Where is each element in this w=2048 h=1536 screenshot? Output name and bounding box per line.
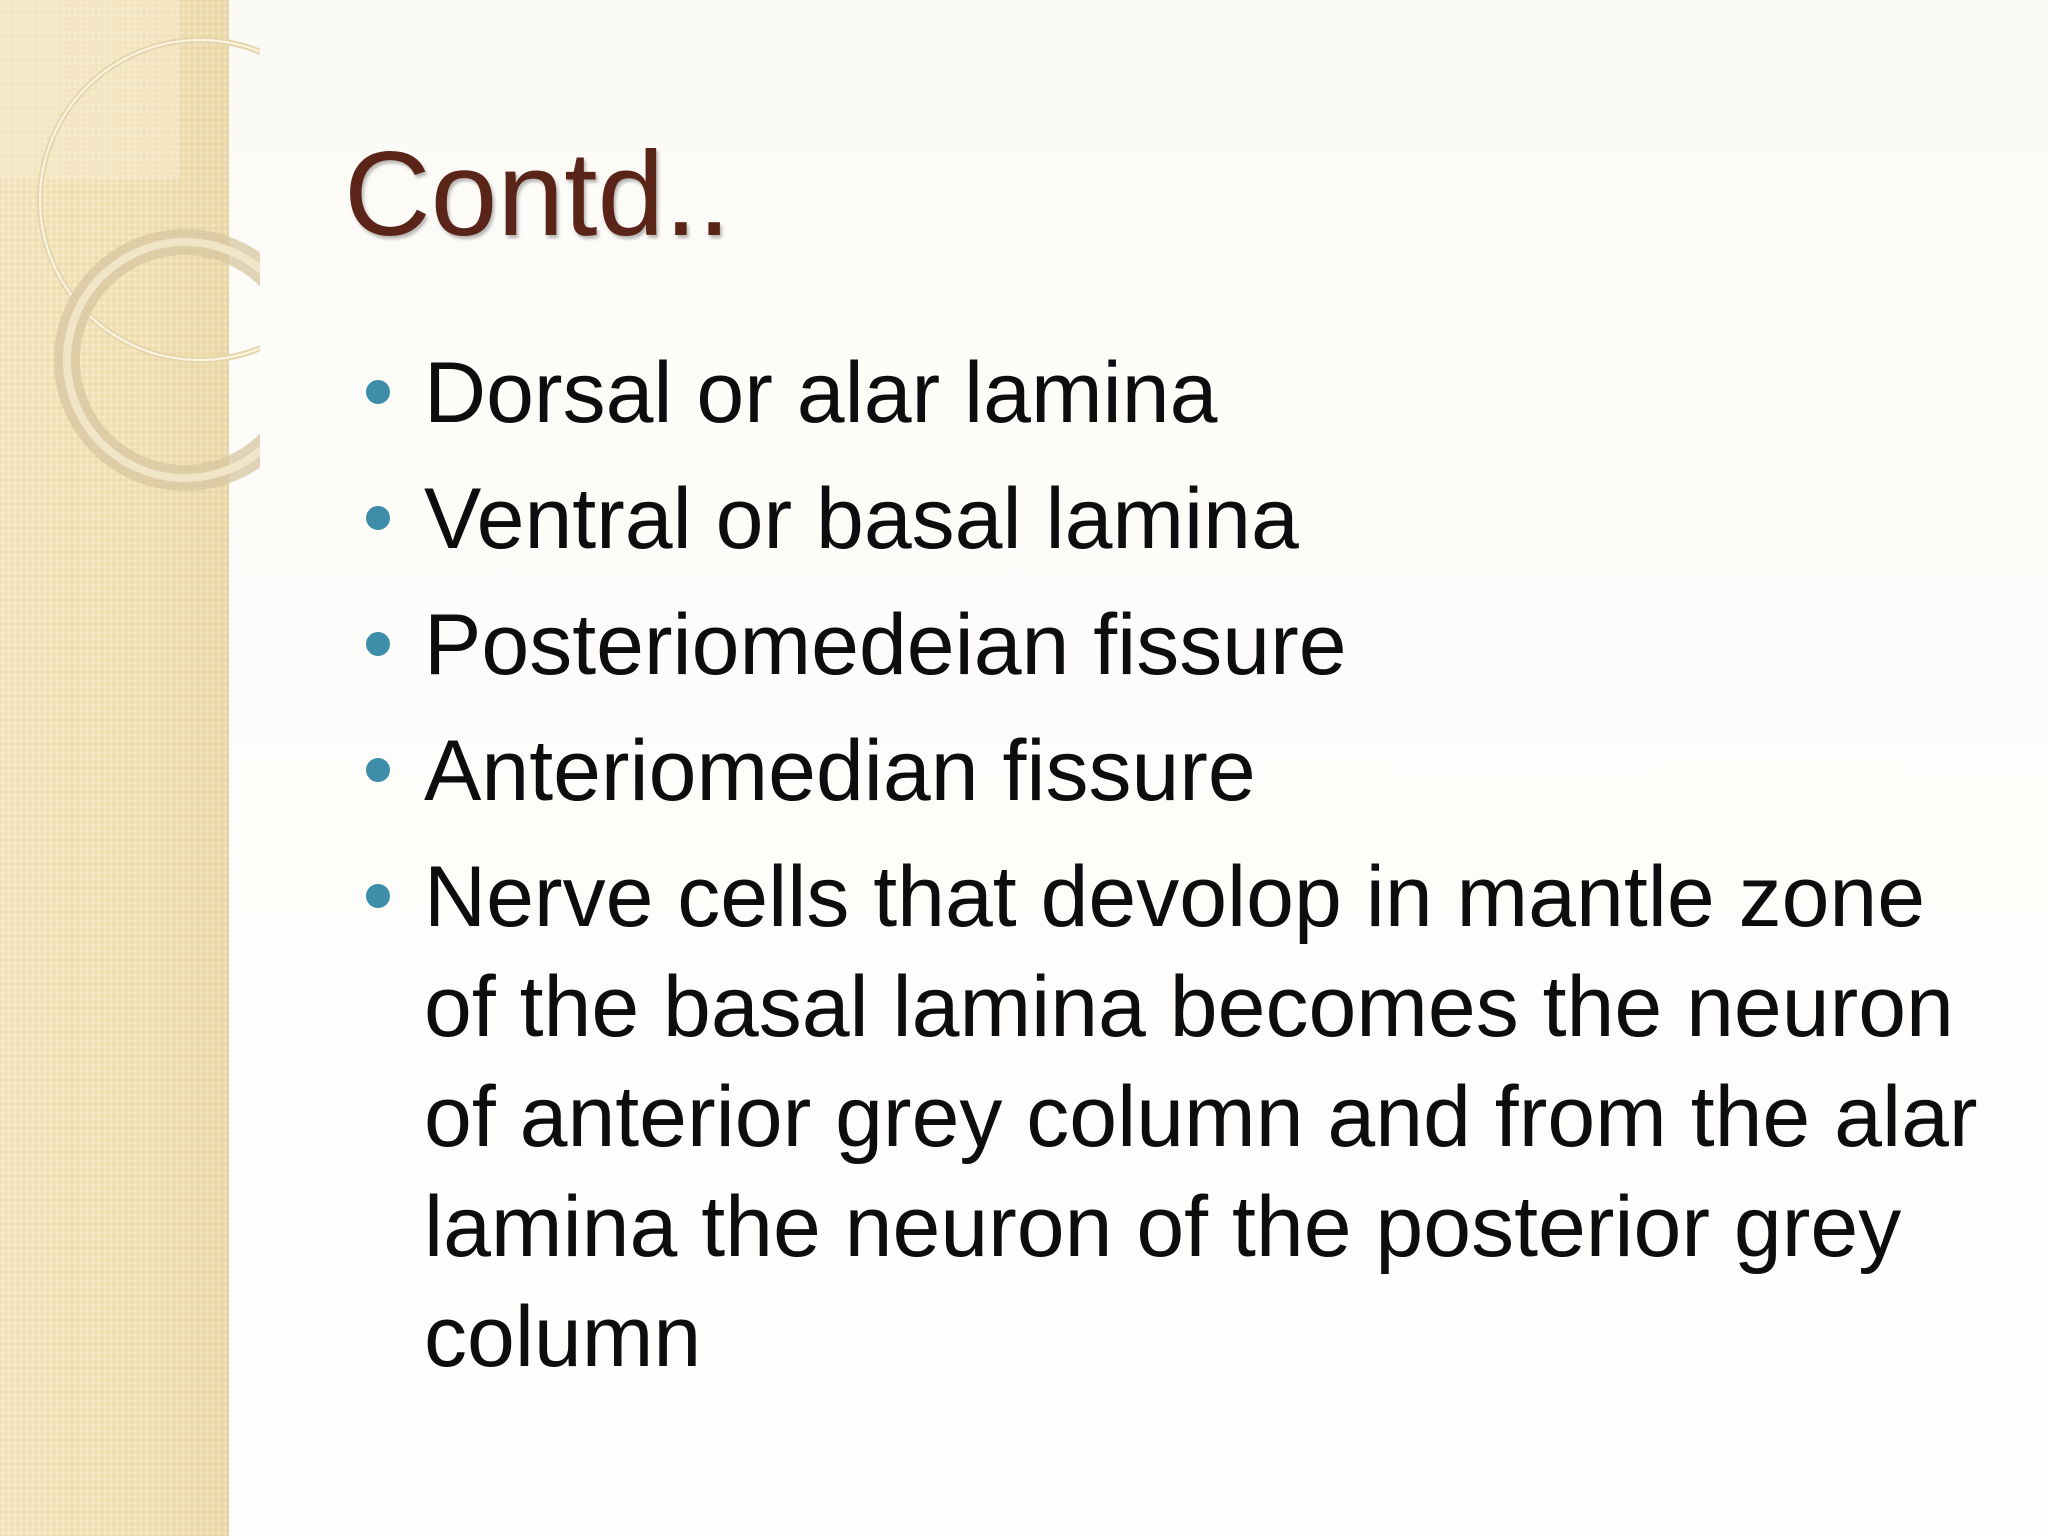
- bullet-item-ventral: [364, 464, 2004, 574]
- bullet-item-nerve-cells: [364, 842, 2004, 1392]
- bullet-item-dorsal: [364, 338, 2004, 448]
- bullet-text: Dorsal or alar lamina: [424, 345, 1218, 441]
- bullet-dot-icon: [366, 758, 390, 782]
- decorative-rings: [0, 0, 260, 520]
- bullet-text: Ventral or basal lamina: [424, 471, 1299, 567]
- bullet-item-posteriomedeian: [364, 590, 2004, 700]
- corner-panel: [0, 0, 180, 180]
- bullet-dot-icon: [366, 632, 390, 656]
- slide-title: Contd..: [344, 127, 731, 261]
- bullet-dot-icon: [366, 884, 390, 908]
- bullet-text: Posteriomedeian fissure: [424, 597, 1347, 693]
- bullet-dot-icon: [366, 380, 390, 404]
- bullet-item-anteriomedian: [364, 716, 2004, 826]
- bullet-text: Nerve cells that devolop in mantle zone of the basal lamina becomes the neuron of anterior grey column and from the alar lamina the neuron of the posterior grey column: [424, 849, 1978, 1385]
- bullet-list: [364, 338, 2004, 1408]
- bullet-dot-icon: [366, 506, 390, 530]
- bullet-text: Anteriomedian fissure: [424, 723, 1256, 819]
